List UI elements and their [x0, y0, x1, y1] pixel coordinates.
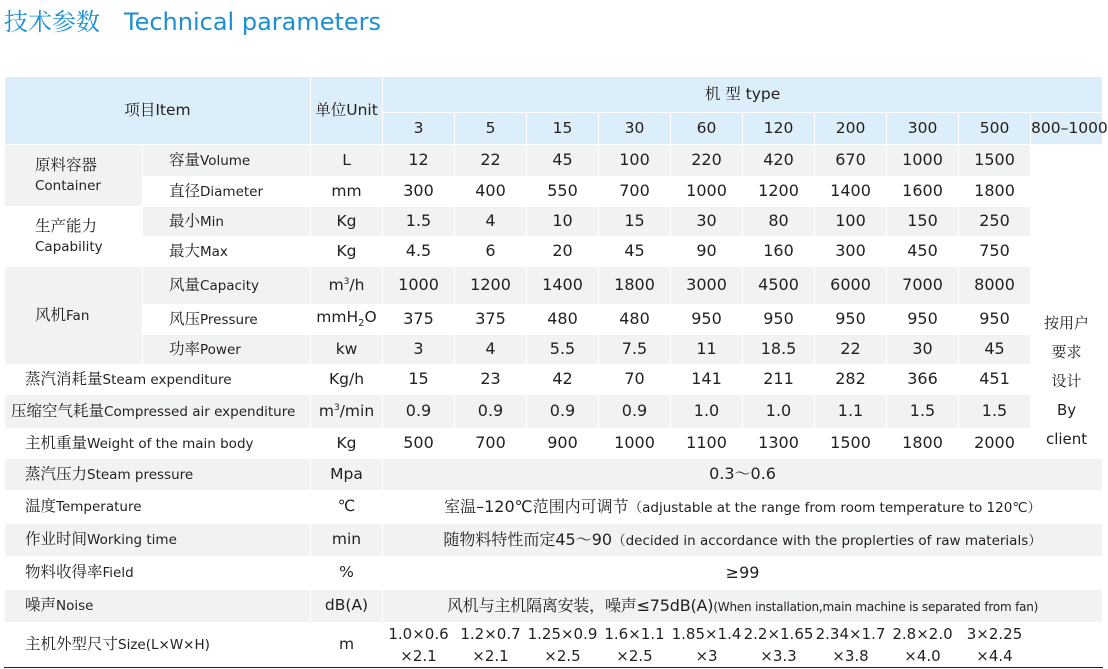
value-cell: 1400	[815, 177, 887, 207]
value-cell: 141	[671, 365, 743, 395]
unit-text: Kg	[336, 211, 357, 230]
unit-text: ℃	[337, 497, 356, 516]
value-cell: 0.9	[383, 395, 455, 429]
unit-cell	[311, 267, 383, 305]
unit-cell	[311, 365, 383, 395]
value-cell: 5.5	[527, 335, 599, 365]
value-cell: 366	[887, 365, 959, 395]
size-cell	[455, 623, 527, 668]
value-cell: 0.9	[527, 395, 599, 429]
value-cell: 45	[599, 237, 671, 267]
row-label-zh: 功率	[169, 339, 201, 358]
merged-value-cell	[383, 590, 1103, 623]
value-cell: 2000	[959, 429, 1031, 459]
row-label	[5, 590, 311, 623]
unit-text: L	[342, 150, 351, 169]
size-line-2: ×3	[695, 647, 718, 665]
value-cell: 23	[455, 365, 527, 395]
value-cell: 1400	[527, 267, 599, 305]
value-cell: 4.5	[383, 237, 455, 267]
unit-cell	[311, 145, 383, 177]
value-cell: 900	[527, 429, 599, 459]
value-cell: 375	[383, 305, 455, 335]
unit-text: min	[331, 530, 362, 549]
row-label-zh: 直径	[169, 181, 201, 200]
custom-zh-line: 设计	[1051, 372, 1082, 390]
unit-cell	[311, 177, 383, 207]
unit-tail: O	[364, 308, 377, 327]
row-label-en: Steam expenditure	[102, 371, 232, 388]
size-cell	[743, 623, 815, 668]
row-label-en: Compressed air expenditure	[104, 403, 296, 420]
header-unit: 单位Unit	[311, 77, 383, 145]
size-cell	[599, 623, 671, 668]
row-label-zh: 温度	[25, 497, 57, 516]
group-label-container	[5, 145, 143, 207]
merged-value-cell	[383, 524, 1103, 557]
header-row-1	[5, 77, 1103, 113]
value-cell: 150	[887, 207, 959, 237]
value-cell: 700	[455, 429, 527, 459]
unit-cell	[311, 590, 383, 623]
value-cell: 22	[815, 335, 887, 365]
value-cell: 0.9	[455, 395, 527, 429]
merged-value-zh: 随物料特性而定45～90	[443, 529, 613, 549]
merged-value-en: （adjustable at the range from room temperature to 120℃）	[628, 499, 1041, 516]
unit-text: Mpa	[330, 464, 363, 483]
value-cell: 950	[743, 305, 815, 335]
row-label-en: Min	[200, 213, 224, 230]
size-line-2: ×3.8	[832, 647, 869, 665]
model-header: 30	[599, 113, 671, 145]
unit-text: Kg/h	[328, 369, 365, 388]
value-cell: 1.0	[743, 395, 815, 429]
group-label-en: Fan	[66, 308, 90, 324]
row-label-zh: 容量	[169, 150, 201, 169]
row-label-zh: 蒸汽消耗量	[25, 369, 103, 388]
value-cell: 1.5	[959, 395, 1031, 429]
row-label-zh: 压缩空气耗量	[11, 401, 105, 420]
size-cell	[959, 623, 1031, 668]
value-cell: 550	[527, 177, 599, 207]
value-cell: 750	[959, 237, 1031, 267]
value-cell: 950	[887, 305, 959, 335]
value-cell: 4	[455, 335, 527, 365]
size-line-2: ×3.3	[760, 647, 797, 665]
merged-value: ≥99	[725, 562, 760, 582]
size-line-2: ×2.5	[544, 647, 581, 665]
value-cell: 15	[383, 365, 455, 395]
size-line-1: 1.6×1.1	[604, 625, 665, 643]
value-cell: 375	[455, 305, 527, 335]
value-cell: 1000	[671, 177, 743, 207]
page-title	[4, 2, 382, 36]
table-row	[5, 557, 1103, 590]
row-label-en: Weight of the main body	[87, 435, 254, 452]
header-type: 机 型 type	[383, 77, 1103, 113]
value-cell: 42	[527, 365, 599, 395]
value-cell: 70	[599, 365, 671, 395]
row-label	[5, 459, 311, 491]
value-cell: 3	[383, 335, 455, 365]
value-cell: 11	[671, 335, 743, 365]
row-label-en: Power	[200, 341, 241, 358]
size-line-1: 1.25×0.9	[527, 625, 598, 643]
row-label-zh: 风压	[169, 309, 201, 328]
unit-cell	[311, 207, 383, 237]
row-label	[5, 524, 311, 557]
row-label	[5, 395, 311, 429]
row-label-zh: 噪声	[25, 596, 57, 615]
value-cell: 220	[671, 145, 743, 177]
model-header: 120	[743, 113, 815, 145]
model-header: 60	[671, 113, 743, 145]
unit-sup: 3	[333, 402, 340, 413]
row-label	[143, 237, 311, 267]
unit-cell	[311, 459, 383, 491]
model-header: 200	[815, 113, 887, 145]
model-header: 3	[383, 113, 455, 145]
value-cell: 1000	[887, 145, 959, 177]
size-cell	[671, 623, 743, 668]
merged-value: 0.3～0.6	[709, 464, 776, 484]
merged-value-zh: 室温–120℃范围内可调节	[444, 496, 629, 516]
value-cell: 1800	[887, 429, 959, 459]
group-label-capability	[5, 207, 143, 267]
table-row	[5, 524, 1103, 557]
value-cell: 6000	[815, 267, 887, 305]
table-row	[5, 267, 1103, 305]
row-label-en: Field	[102, 565, 134, 582]
row-label-zh: 作业时间	[25, 530, 88, 549]
page-title-zh: 技术参数	[4, 8, 100, 36]
row-label	[143, 207, 311, 237]
value-cell: 10	[527, 207, 599, 237]
row-label-en: Pressure	[200, 311, 258, 328]
value-cell: 100	[599, 145, 671, 177]
value-cell: 1800	[959, 177, 1031, 207]
table-row	[5, 459, 1103, 491]
unit-text: Kg	[336, 241, 357, 260]
table-row	[5, 491, 1103, 524]
custom-design-cell	[1031, 145, 1103, 459]
row-label-en: Max	[200, 243, 228, 260]
custom-zh-line: 按用户	[1044, 314, 1090, 332]
unit-text: dB(A)	[324, 596, 369, 615]
value-cell: 18.5	[743, 335, 815, 365]
unit-sup: 3	[343, 276, 350, 287]
merged-value-en: (When installation,main machine is separated from fan)	[713, 599, 1039, 614]
row-label-en: Noise	[56, 598, 94, 615]
value-cell: 282	[815, 365, 887, 395]
merged-value-en: （decided in accordance with the proplerties of raw materials）	[612, 532, 1042, 549]
group-label-en: Capability	[35, 239, 103, 255]
row-label	[5, 429, 311, 459]
value-cell: 700	[599, 177, 671, 207]
unit-text: %	[339, 563, 354, 582]
row-label-zh: 主机外型尺寸	[25, 635, 119, 654]
value-cell: 250	[959, 207, 1031, 237]
unit-base: m	[328, 275, 344, 294]
table-row	[5, 237, 1103, 267]
row-label-en: Diameter	[200, 183, 264, 200]
unit-cell	[311, 623, 383, 668]
unit-text: Kg	[336, 433, 357, 452]
unit-text: mm	[331, 181, 362, 200]
model-header: 5	[455, 113, 527, 145]
value-cell: 451	[959, 365, 1031, 395]
row-label-zh: 最大	[169, 241, 201, 260]
custom-zh-line: 要求	[1051, 343, 1082, 361]
row-label-zh: 物料收得率	[25, 563, 103, 582]
value-cell: 1800	[599, 267, 671, 305]
unit-cell	[311, 429, 383, 459]
value-cell: 1000	[599, 429, 671, 459]
row-label-zh: 最小	[169, 211, 201, 230]
row-label	[143, 177, 311, 207]
model-header: 300	[887, 113, 959, 145]
row-label-en: Temperature	[56, 499, 142, 516]
value-cell: 1500	[815, 429, 887, 459]
row-label	[5, 557, 311, 590]
size-line-2: ×2.5	[616, 647, 653, 665]
value-cell: 45	[527, 145, 599, 177]
table-row	[5, 623, 1103, 668]
value-cell: 30	[887, 335, 959, 365]
unit-cell	[311, 524, 383, 557]
value-cell: 1300	[743, 429, 815, 459]
row-label	[5, 491, 311, 524]
table-row	[5, 365, 1103, 395]
value-cell: 1600	[887, 177, 959, 207]
unit-text: kw	[335, 339, 358, 358]
value-cell: 100	[815, 207, 887, 237]
value-cell: 3000	[671, 267, 743, 305]
row-label	[143, 305, 311, 335]
row-label	[5, 365, 311, 395]
value-cell: 450	[887, 237, 959, 267]
table-row	[5, 305, 1103, 335]
row-label	[143, 335, 311, 365]
row-label	[143, 145, 311, 177]
value-cell: 1.1	[815, 395, 887, 429]
value-cell: 4500	[743, 267, 815, 305]
page-title-en: Technical parameters	[124, 8, 382, 36]
custom-en-line: By	[1056, 401, 1077, 419]
table-row	[5, 429, 1103, 459]
value-cell: 300	[383, 177, 455, 207]
size-line-2: ×4.0	[904, 647, 941, 665]
value-cell: 1.0	[671, 395, 743, 429]
group-label-zh: 生产能力	[35, 217, 98, 235]
group-label-en: Container	[35, 178, 101, 194]
value-cell: 45	[959, 335, 1031, 365]
row-label-en: Size(L×W×H)	[118, 637, 210, 654]
value-cell: 950	[671, 305, 743, 335]
value-cell: 20	[527, 237, 599, 267]
value-cell: 420	[743, 145, 815, 177]
row-label-en: Steam pressure	[87, 466, 194, 483]
size-cell	[527, 623, 599, 668]
size-cell	[383, 623, 455, 668]
size-cell	[887, 623, 959, 668]
merged-value-cell	[383, 491, 1103, 524]
value-cell: 22	[455, 145, 527, 177]
value-cell: 1.5	[383, 207, 455, 237]
group-label-zh: 原料容器	[35, 156, 98, 174]
unit-tail: /min	[339, 401, 375, 420]
unit-cell	[311, 305, 383, 335]
value-cell: 4	[455, 207, 527, 237]
unit-cell	[311, 395, 383, 429]
row-label-zh: 风量	[169, 275, 201, 294]
value-cell: 0.9	[599, 395, 671, 429]
size-line-1: 1.0×0.6	[388, 625, 449, 643]
value-cell: 1500	[959, 145, 1031, 177]
table-row	[5, 177, 1103, 207]
size-line-1: 2.8×2.0	[892, 625, 953, 643]
value-cell: 160	[743, 237, 815, 267]
unit-text: m	[338, 635, 355, 654]
value-cell: 7.5	[599, 335, 671, 365]
unit-tail: /h	[349, 275, 365, 294]
custom-en-line: client	[1045, 430, 1088, 448]
row-label-en: Capacity	[200, 277, 260, 294]
value-cell: 480	[599, 305, 671, 335]
table-row	[5, 335, 1103, 365]
unit-cell	[311, 491, 383, 524]
row-label-en: Working time	[87, 532, 177, 549]
row-label	[143, 267, 311, 305]
value-cell: 90	[671, 237, 743, 267]
value-cell: 15	[599, 207, 671, 237]
value-cell: 30	[671, 207, 743, 237]
value-cell: 7000	[887, 267, 959, 305]
size-line-1: 3×2.25	[966, 625, 1023, 643]
unit-cell	[311, 335, 383, 365]
table-row	[5, 145, 1103, 177]
unit-sub: 2	[358, 318, 365, 330]
unit-base: mmH	[316, 308, 359, 327]
unit-base: m	[318, 401, 334, 420]
model-header: 15	[527, 113, 599, 145]
header-item: 项目Item	[5, 77, 311, 145]
model-header: 800–1000	[1031, 113, 1103, 145]
size-line-1: 1.2×0.7	[460, 625, 521, 643]
unit-cell	[311, 557, 383, 590]
value-cell: 1.5	[887, 395, 959, 429]
value-cell: 480	[527, 305, 599, 335]
size-cell	[815, 623, 887, 668]
technical-parameters-table	[4, 76, 1108, 668]
size-line-1: 2.2×1.65	[743, 625, 814, 643]
size-line-2: ×2.1	[400, 647, 437, 665]
value-cell: 8000	[959, 267, 1031, 305]
size-line-2: ×2.1	[472, 647, 509, 665]
row-label-zh: 蒸汽压力	[25, 464, 88, 483]
value-cell: 12	[383, 145, 455, 177]
table-row	[5, 207, 1103, 237]
table-row	[5, 590, 1103, 623]
merged-value-cell	[383, 557, 1103, 590]
group-label-zh: 风机	[35, 306, 67, 324]
row-label-zh: 主机重量	[25, 433, 88, 452]
value-cell: 400	[455, 177, 527, 207]
value-cell: 1000	[383, 267, 455, 305]
row-label	[5, 623, 311, 668]
value-cell: 1200	[743, 177, 815, 207]
value-cell: 950	[959, 305, 1031, 335]
group-label-fan	[5, 267, 143, 365]
size-line-2: ×4.4	[976, 647, 1013, 665]
merged-value-cell	[383, 459, 1103, 491]
value-cell: 6	[455, 237, 527, 267]
value-cell: 500	[383, 429, 455, 459]
unit-cell	[311, 237, 383, 267]
merged-value-zh: 风机与主机隔离安装，噪声≤75dB(A)	[446, 595, 714, 615]
model-header: 500	[959, 113, 1031, 145]
value-cell: 300	[815, 237, 887, 267]
size-line-1: 2.34×1.7	[815, 625, 886, 643]
value-cell: 1200	[455, 267, 527, 305]
value-cell: 80	[743, 207, 815, 237]
value-cell: 670	[815, 145, 887, 177]
value-cell: 950	[815, 305, 887, 335]
empty-cell	[1031, 623, 1103, 668]
value-cell: 211	[743, 365, 815, 395]
size-line-1: 1.85×1.4	[671, 625, 742, 643]
value-cell: 1100	[671, 429, 743, 459]
table-row	[5, 395, 1103, 429]
row-label-en: Volume	[200, 152, 251, 169]
